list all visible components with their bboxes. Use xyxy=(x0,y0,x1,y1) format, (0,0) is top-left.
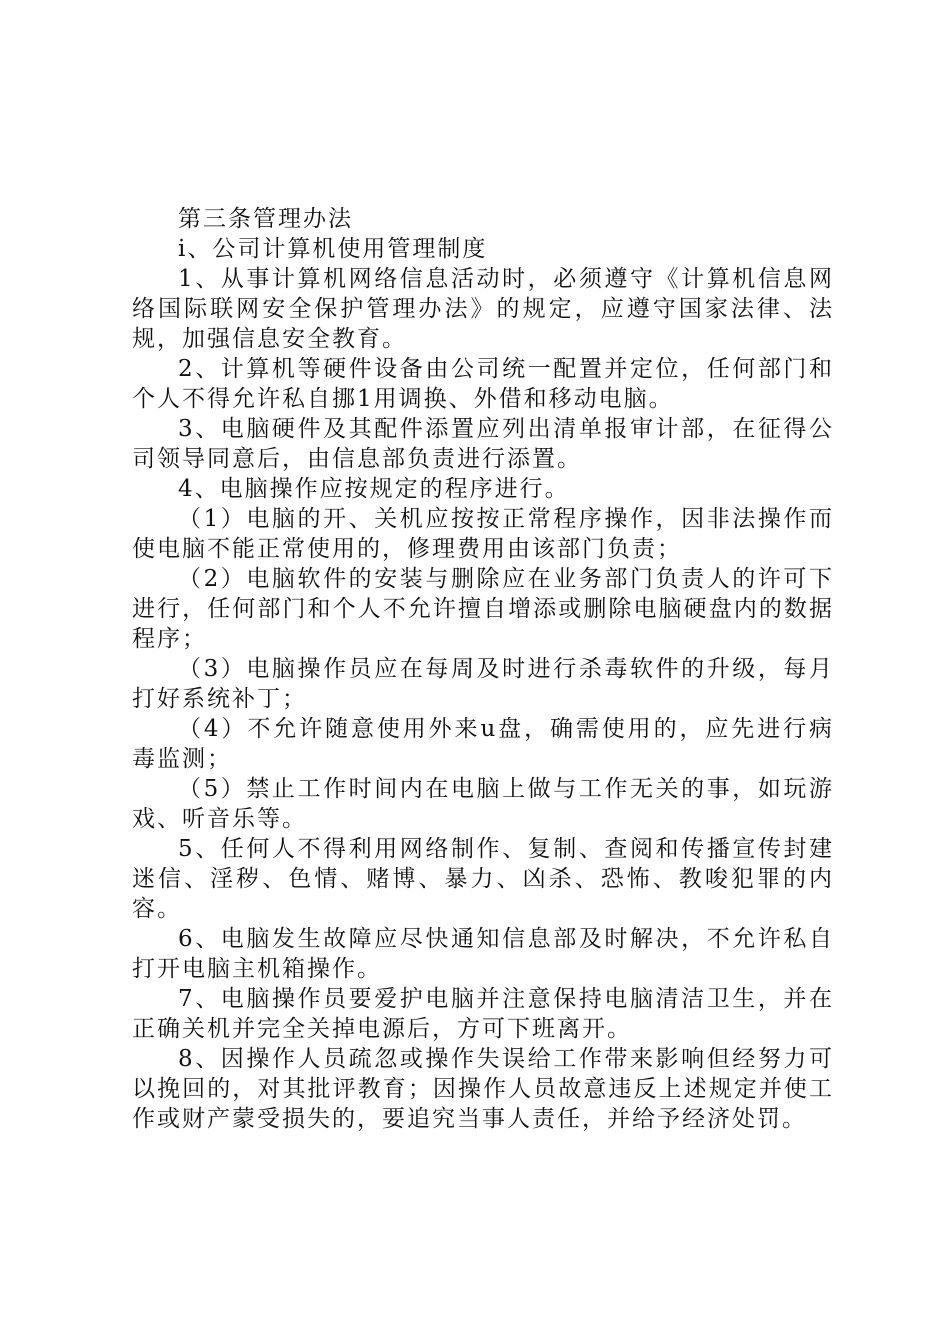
subsection-title: i、公司计算机使用管理制度 xyxy=(178,236,488,262)
sub-item-2: （2）电脑软件的安装与删除应在业务部门负责人的许可下进行，任何部门和个人不允许擅自增添或删除电脑硬盘内的数据程序； xyxy=(132,566,834,652)
paragraph-item-5: 5、任何人不得利用网络制作、复制、查阅和传播宣传封建迷信、淫秽、色情、赌博、暴力、凶杀、恐怖、教唆犯罪的内容。 xyxy=(132,836,834,922)
paragraph-item-8: 8、因操作人员疏忽或操作失误给工作带来影响但经努力可以挽回的，对其批评教育；因操作人员故意违反上述规定并使工作或财产蒙受损失的，要追究当事人责任，并给予经济处罚。 xyxy=(132,1046,834,1132)
paragraph-item-3: 3、电脑硬件及其配件添置应列出清单报审计部，在征得公司领导同意后，由信息部负责进行添置。 xyxy=(132,416,834,472)
paragraph-item-7: 7、电脑操作员要爱护电脑并注意保持电脑清洁卫生，并在正确关机并完全关掉电源后，方可下班离开。 xyxy=(132,986,834,1042)
sub-item-4: （4）不允许随意使用外来u盘，确需使用的，应先进行病毒监测； xyxy=(132,716,834,772)
sub-item-5: （5）禁止工作时间内在电脑上做与工作无关的事，如玩游戏、听音乐等。 xyxy=(132,776,834,832)
paragraph-item-6: 6、电脑发生故障应尽快通知信息部及时解决，不允许私自打开电脑主机箱操作。 xyxy=(132,926,834,982)
paragraph-item-4: 4、电脑操作应按规定的程序进行。 xyxy=(178,476,570,502)
paragraph-item-2: 2、计算机等硬件设备由公司统一配置并定位，任何部门和个人不得允许私自挪1用调换、外借和移动电脑。 xyxy=(132,356,834,412)
sub-item-3: （3）电脑操作员应在每周及时进行杀毒软件的升级，每月打好系统补丁； xyxy=(132,656,834,712)
paragraph-item-1: 1、从事计算机网络信息活动时，必须遵守《计算机信息网络国际联网安全保护管理办法》的规定，应遵守国家法律、法规，加强信息安全教育。 xyxy=(132,266,834,352)
section-heading: 第三条管理办法 xyxy=(178,206,353,232)
document-body xyxy=(132,204,834,1134)
sub-item-1: （1）电脑的开、关机应按按正常程序操作，因非法操作而使电脑不能正常使用的，修理费用由该部门负责； xyxy=(132,506,834,562)
